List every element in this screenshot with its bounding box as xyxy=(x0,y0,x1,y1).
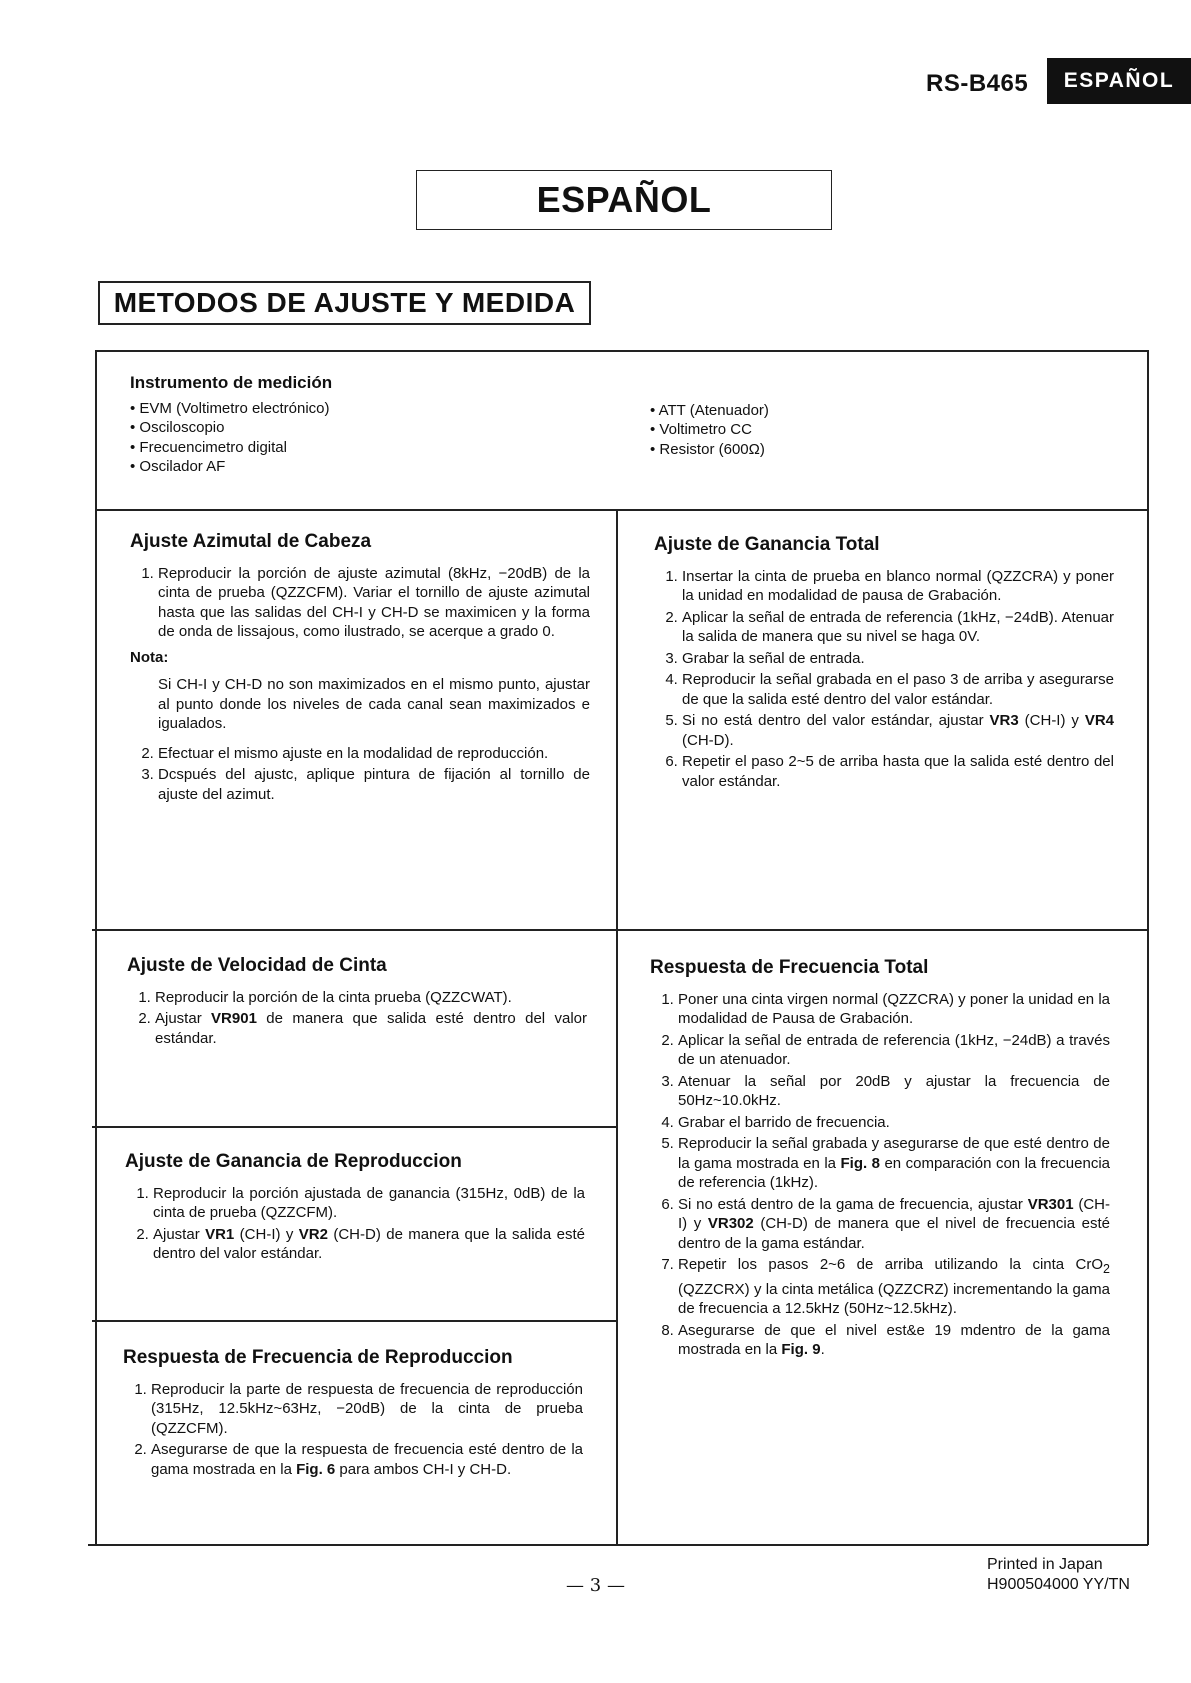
text: (CH-I) y xyxy=(678,1195,1110,1232)
tape-speed-section xyxy=(127,956,587,1050)
list-item: 1. Reproducir la porción de la cinta prueba (QZZCWAT). xyxy=(155,988,587,1008)
instruments-divider xyxy=(96,509,1148,511)
text: Ajustar xyxy=(155,1010,212,1027)
row-divider-1 xyxy=(92,929,1148,931)
list-item: 4. Reproducir la señal grabada en el paso 3 de arriba y asegurarse de que la salida esté dentro del valor estándar. xyxy=(682,670,1114,709)
text: Repetir los pasos 2~6 de arriba utilizando la cinta CrO xyxy=(678,1256,1104,1273)
frame-right xyxy=(1147,350,1149,1545)
playback-gain-section xyxy=(125,1152,585,1266)
ref-vr301: VR301 xyxy=(1027,1195,1074,1213)
fig-ref: Fig. 8 xyxy=(840,1154,880,1172)
text: (CH-I) y xyxy=(234,1225,299,1243)
frame-left xyxy=(95,350,97,1546)
tape-speed-steps xyxy=(127,988,587,1049)
text: Ajustar xyxy=(153,1225,206,1243)
print-info xyxy=(987,1555,1130,1595)
azimuth-heading: Ajuste Azimutal de Cabeza xyxy=(130,531,372,552)
instruments-right-list xyxy=(650,401,1050,477)
list-item: 1. Poner una cinta virgen normal (QZZCRA) y poner la unidad en la modalidad de Pausa de Grabación. xyxy=(678,990,1110,1029)
ref-vr1: VR1 xyxy=(205,1225,235,1243)
list-item: 6. Repetir el paso 2~5 de arriba hasta que la salida esté dentro del valor estándar. xyxy=(682,752,1114,791)
list-item: 2. Aplicar la señal de entrada de referencia (1kHz, −24dB). Atenuar la salida de manera que su nivel se haga 0V. xyxy=(682,608,1114,647)
list-item xyxy=(153,1225,585,1264)
total-gain-steps xyxy=(654,567,1114,792)
list-item: • Oscilador AF xyxy=(130,457,650,477)
instruments-left-list xyxy=(130,399,650,477)
azimuth-steps xyxy=(130,564,590,642)
total-gain-section xyxy=(654,535,1114,793)
list-item: • Resistor (600Ω) xyxy=(650,440,1050,460)
text: (QZZCRX) y la cinta metálica (QZZCRZ) incrementando la gama de frecuencia a 12.5kHz (50Hz~12.5kHz). xyxy=(678,1280,1110,1317)
total-freq-heading: Respuesta de Frecuencia Total xyxy=(650,957,929,978)
ref-vr901: VR901 xyxy=(211,1010,257,1027)
tape-speed-heading: Ajuste de Velocidad de Cinta xyxy=(127,955,387,976)
playback-gain-steps xyxy=(125,1184,585,1264)
row-divider-2 xyxy=(92,1126,617,1128)
list-item xyxy=(678,1321,1110,1360)
page-title: ESPAÑOL xyxy=(416,170,832,230)
text: (CH-D) de manera que la salida esté dentro del valor estándar. xyxy=(153,1225,585,1262)
total-freq-steps xyxy=(650,990,1110,1360)
list-item xyxy=(678,1134,1110,1193)
list-item xyxy=(682,711,1114,750)
list-item: 2. Aplicar la señal de entrada de referencia (1kHz, −24dB) a través de un atenuador. xyxy=(678,1031,1110,1070)
frame-top xyxy=(96,350,1148,352)
subscript: 2 xyxy=(1103,1262,1110,1276)
playback-freq-heading: Respuesta de Frecuencia de Reproduccion xyxy=(123,1347,513,1368)
fig-ref: Fig. 9 xyxy=(781,1341,821,1358)
list-item xyxy=(155,1009,587,1048)
section-title: METODOS DE AJUSTE Y MEDIDA xyxy=(98,281,591,325)
list-item: 3. Atenuar la señal por 20dB y ajustar la frecuencia de 50Hz~10.0kHz. xyxy=(678,1072,1110,1111)
row-divider-3 xyxy=(92,1320,617,1322)
list-item: • Frecuencimetro digital xyxy=(130,438,650,458)
text: (CH-I) y xyxy=(1018,712,1085,729)
list-item: 1. Reproducir la porción de ajuste azimutal (8kHz, −20dB) de la cinta de prueba (QZZCFM). Variar el tornillo de ajuste azimutal hasta que las salidas del CH-I y CH-D se maximicen y la forma de onda de lissajous, como ilustrado, se acerque a grado 0. xyxy=(158,564,590,642)
playback-gain-heading: Ajuste de Ganancia de Reproduccion xyxy=(125,1151,462,1172)
document-code: H900504000 YY/TN xyxy=(987,1576,1130,1593)
playback-freq-steps xyxy=(123,1380,583,1480)
list-item: 1. Insertar la cinta de prueba en blanco normal (QZZCRA) y poner la unidad en modalidad de pausa de Grabación. xyxy=(682,567,1114,606)
list-item: 4. Grabar el barrido de frecuencia. xyxy=(678,1113,1110,1133)
page-number: — 3 — xyxy=(566,1575,625,1596)
list-item: • EVM (Voltimetro electrónico) xyxy=(130,399,650,419)
text: Asegurarse de que la respuesta de frecuencia esté dentro de la gama mostrada en la xyxy=(151,1441,583,1478)
text: para ambos CH-I y CH-D. xyxy=(335,1460,512,1478)
instruments-section xyxy=(130,373,1110,477)
list-item: 1. Reproducir la porción ajustada de ganancia (315Hz, 0dB) de la cinta de prueba (QZZCFM). xyxy=(153,1184,585,1223)
ref-vr2: VR2 xyxy=(298,1225,328,1243)
list-item: 3. Grabar la señal de entrada. xyxy=(682,649,1114,669)
list-item: • Voltimetro CC xyxy=(650,420,1050,440)
instruments-heading: Instrumento de medición xyxy=(130,373,333,392)
model-number: RS-B465 xyxy=(926,70,1029,97)
list-item: 1. Reproducir la parte de respuesta de frecuencia de reproducción (315Hz, 12.5kHz~63Hz, −20dB) de la cinta de prueba (QZZCFM). xyxy=(151,1380,583,1439)
total-gain-heading: Ajuste de Ganancia Total xyxy=(654,534,880,555)
list-item xyxy=(151,1440,583,1479)
frame-bottom xyxy=(88,1544,1148,1546)
text: Asegurarse de que el nivel est&e 19 mdentro de la gama mostrada en la xyxy=(678,1321,1110,1358)
list-item: 2. Efectuar el mismo ajuste en la modalidad de reproducción. xyxy=(158,744,590,764)
text: (CH-D). xyxy=(682,731,734,749)
printed-in: Printed in Japan xyxy=(987,1556,1103,1573)
text: (CH-D) de manera que el nivel de frecuencia esté dentro de la gama estándar. xyxy=(678,1215,1110,1252)
text: Si no está dentro del valor estándar, ajustar xyxy=(682,712,990,729)
text: Reproducir la señal grabada y asegurarse de que esté dentro de la gama mostrada en la xyxy=(678,1135,1110,1172)
fig-ref: Fig. 6 xyxy=(296,1460,336,1478)
center-divider xyxy=(616,509,618,1545)
azimuth-steps-cont xyxy=(130,744,590,805)
text: de manera que salida esté dentro del valor estándar. xyxy=(155,1010,587,1047)
list-item: 3. Dcspués del ajustc, aplique pintura de fijación al tornillo de ajuste del azimut. xyxy=(158,765,590,804)
note-text: Si CH-I y CH-D no son maximizados en el mismo punto, ajustar al punto donde los niveles de cada canal sean maximizados e igualados. xyxy=(158,676,590,732)
text: Si no está dentro de la gama de frecuencia, ajustar xyxy=(678,1195,1028,1213)
list-item: • Osciloscopio xyxy=(130,418,650,438)
list-item: • ATT (Atenuador) xyxy=(650,401,1050,421)
playback-freq-section xyxy=(123,1348,583,1481)
ref-vr4: VR4 xyxy=(1084,712,1115,729)
total-freq-section xyxy=(650,958,1110,1362)
azimuth-section xyxy=(130,532,590,806)
list-item xyxy=(678,1255,1110,1319)
ref-vr302: VR302 xyxy=(707,1215,754,1232)
ref-vr3: VR3 xyxy=(989,712,1019,729)
text: . xyxy=(820,1341,825,1358)
list-item xyxy=(678,1195,1110,1254)
language-tab: ESPAÑOL xyxy=(1047,58,1191,104)
note-label: Nota: xyxy=(130,648,169,666)
text: en comparación con la frecuencia de referencia (1kHz). xyxy=(678,1154,1110,1191)
